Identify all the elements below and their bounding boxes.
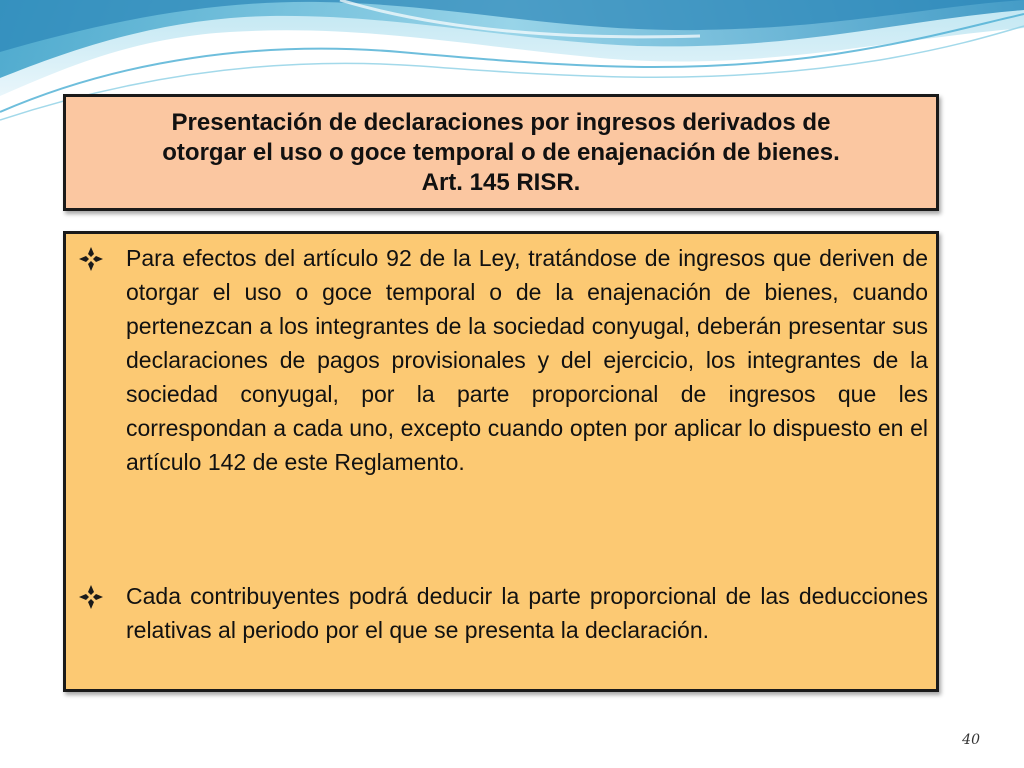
title-line-2: otorgar el uso o goce temporal o de enajenación de bienes. [162,138,840,166]
bullet-item: Cada contribuyentes podrá deducir la parte proporcional de las deducciones relativas al periodo por el que se presenta la declaración. [126,583,928,643]
slide-content-box [63,231,939,692]
diamond-bullet-icon [76,582,106,612]
page-number: 40 [962,732,980,748]
slide-title [142,108,859,198]
slide-title-box [63,94,939,211]
title-line-3: Art. 145 RISR. [421,168,581,196]
title-line-1: Presentación de declaraciones por ingresos derivados de [171,108,831,136]
diamond-bullet-icon [76,244,106,274]
bullet-item: Para efectos del artículo 92 de la Ley, tratándose de ingresos que deriven de otorgar el uso o goce temporal o de la enajenación de bienes, cuando pertenezcan a los integrantes de la sociedad conyugal, deberán presentar sus declaraciones de pagos provisionales y del ejercicio, los integrantes de la sociedad conyugal, por la parte proporcional de ingresos que les correspondan a cada uno, excepto cuando opten por aplicar lo dispuesto en el artículo 142 de este Reglamento. [126,245,928,475]
